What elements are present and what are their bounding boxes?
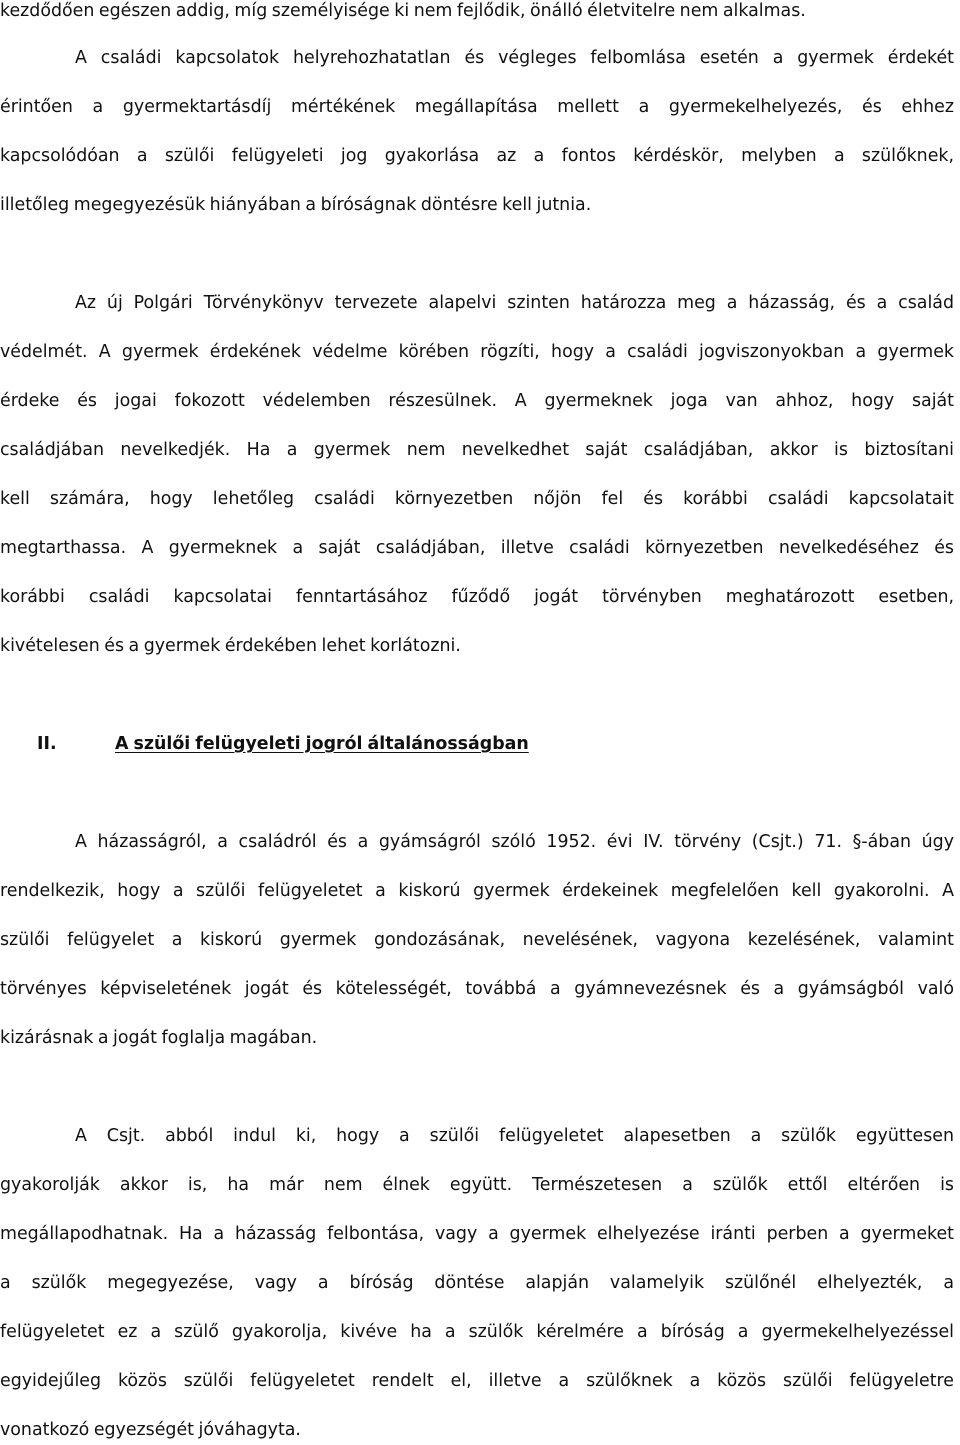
paragraph-4-line-3: szülői felügyelet a kiskorú gyermek gondozásának, nevelésének, vagyona kezelésének, valamint xyxy=(0,930,954,950)
section-number: II. xyxy=(37,734,57,754)
paragraph-3-line-4: családjában nevelkedjék. Ha a gyermek nem nevelkedhet saját családjában, akkor is biztosítani xyxy=(0,440,954,460)
paragraph-3-line-6: megtarthassa. A gyermeknek a saját családjában, illetve családi környezetben nevelkedéséhez és xyxy=(0,538,954,558)
paragraph-3-line-5: kell számára, hogy lehetőleg családi környezetben nőjön fel és korábbi családi kapcsolatait xyxy=(0,489,954,509)
paragraph-2-line-1: A családi kapcsolatok helyrehozhatatlan és végleges felbomlása esetén a gyermek érdekét xyxy=(75,48,954,68)
paragraph-4-line-2: rendelkezik, hogy a szülői felügyeletet a kiskorú gyermek érdekeinek megfelelően kell gyakorolni. A xyxy=(0,881,954,901)
paragraph-4-line-4: törvényes képviseletének jogát és kötelességét, továbbá a gyámnevezésnek és a gyámságból való xyxy=(0,979,954,999)
section-title: A szülői felügyeleti jogról általánosságban xyxy=(115,734,529,754)
paragraph-4-line-1: A házasságról, a családról és a gyámságról szóló 1952. évi IV. törvény (Csjt.) 71. §-ában úgy xyxy=(75,832,954,852)
paragraph-3-line-7: korábbi családi kapcsolatai fenntartásához fűződő jogát törvényben meghatározott esetben, xyxy=(0,587,954,607)
paragraph-5-line-7: vonatkozó egyezségét jóváhagyta. xyxy=(0,1420,301,1440)
paragraph-3-line-3: érdeke és jogai fokozott védelemben részesülnek. A gyermeknek joga van ahhoz, hogy saját xyxy=(0,391,954,411)
paragraph-3-line-2: védelmét. A gyermek érdekének védelme körében rögzíti, hogy a családi jogviszonyokban a gyermek xyxy=(0,342,954,362)
paragraph-4-line-5: kizárásnak a jogát foglalja magában. xyxy=(0,1028,318,1048)
paragraph-2-line-3: kapcsolódóan a szülői felügyeleti jog gyakorlása az a fontos kérdéskör, melyben a szülőknek, xyxy=(0,146,954,166)
paragraph-5-line-3: megállapodhatnak. Ha a házasság felbontása, vagy a gyermek elhelyezése iránti perben a gyermeket xyxy=(0,1224,954,1244)
paragraph-2-line-4: illetőleg megegyezésük hiányában a bíróságnak döntésre kell jutnia. xyxy=(0,195,592,215)
paragraph-3-line-8: kivételesen és a gyermek érdekében lehet korlátozni. xyxy=(0,636,461,656)
paragraph-5-line-4: a szülők megegyezése, vagy a bíróság döntése alapján valamelyik szülőnél elhelyezték, a xyxy=(0,1273,954,1293)
paragraph-1-line-1: kezdődően egészen addig, míg személyisége ki nem fejlődik, önálló életvitelre nem alkalmas. xyxy=(0,1,806,21)
paragraph-5-line-2: gyakorolják akkor is, ha már nem élnek együtt. Természetesen a szülők ettől eltérően is xyxy=(0,1175,954,1195)
paragraph-5-line-6: egyidejűleg közös szülői felügyeletet rendelt el, illetve a szülőknek a közös szülői felügyeletre xyxy=(0,1371,954,1391)
paragraph-3-line-1: Az új Polgári Törvénykönyv tervezete alapelvi szinten határozza meg a házasság, és a család xyxy=(75,293,954,313)
paragraph-2-line-2: érintően a gyermektartásdíj mértékének megállapítása mellett a gyermekelhelyezés, és ehhez xyxy=(0,97,954,117)
paragraph-5-line-1: A Csjt. abból indul ki, hogy a szülői felügyeletet alapesetben a szülők együttesen xyxy=(75,1126,954,1146)
paragraph-5-line-5: felügyeletet ez a szülő gyakorolja, kivéve ha a szülők kérelmére a bíróság a gyermekelhelyezéssel xyxy=(0,1322,954,1342)
